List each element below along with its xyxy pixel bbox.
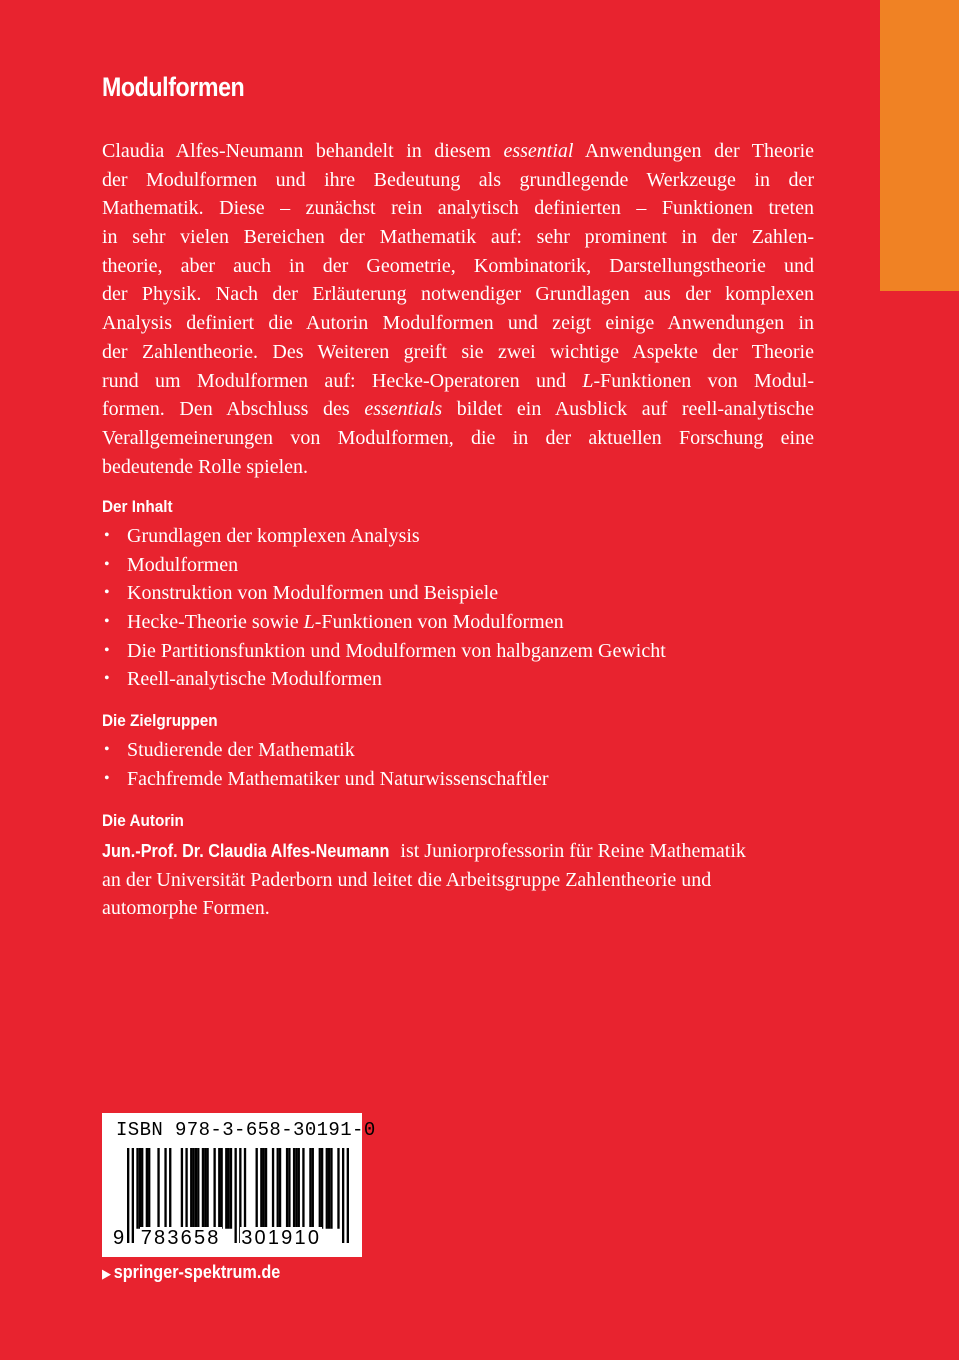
barcode-bar bbox=[337, 1148, 339, 1229]
description-line bbox=[102, 453, 814, 482]
barcode-bar bbox=[192, 1148, 194, 1229]
barcode-bar bbox=[157, 1148, 159, 1229]
barcode-bar bbox=[195, 1148, 197, 1229]
description-line bbox=[102, 194, 814, 223]
barcode-bar bbox=[190, 1148, 192, 1229]
barcode-bar bbox=[265, 1148, 267, 1229]
barcode-bar bbox=[286, 1148, 288, 1229]
bullet-icon: • bbox=[104, 641, 110, 659]
bullet-icon: • bbox=[104, 527, 110, 544]
list-item-text: Grundlagen der komplexen Analysis bbox=[127, 525, 420, 547]
barcode-bar bbox=[141, 1148, 143, 1229]
author-heading: Die Autorin bbox=[102, 811, 184, 830]
barcode-digits-right: 301910 bbox=[241, 1227, 322, 1249]
audience-list-item bbox=[102, 736, 549, 765]
isbn-text: ISBN 978-3-658-30191-0 bbox=[116, 1119, 376, 1141]
description-text: Analysis definiert die Autorin Modulformen und zeigt einige Anwendungen in bbox=[102, 312, 814, 335]
barcode-bar bbox=[220, 1148, 222, 1229]
barcode-bar bbox=[218, 1148, 220, 1229]
barcode-bar bbox=[309, 1148, 311, 1229]
description-text: Claudia Alfes-Neumann behandelt in diesem bbox=[102, 140, 504, 162]
barcode-bar bbox=[202, 1148, 204, 1229]
list-item-text: Konstruktion von Modulformen und Beispiele bbox=[127, 582, 499, 605]
list-item-text: Reell-analytische Modulformen bbox=[127, 668, 382, 691]
description-text: formen. Den Abschluss des bbox=[102, 398, 365, 421]
barcode-bar bbox=[164, 1148, 166, 1229]
barcode-bar bbox=[288, 1148, 290, 1229]
description-line bbox=[102, 223, 814, 252]
barcode-digits bbox=[112, 1227, 322, 1250]
barcode-bar bbox=[230, 1148, 232, 1229]
description-line bbox=[102, 166, 814, 195]
description-text: der Modulformen und ihre Bedeutung als grundlegende Werkzeuge in der bbox=[102, 168, 814, 191]
description-text: theorie, aber auch in der Geometrie, Kombinatorik, Darstellungstheorie und bbox=[102, 254, 814, 277]
book-title: Modulformen bbox=[102, 72, 245, 102]
barcode-bar bbox=[185, 1148, 187, 1229]
description-line bbox=[102, 395, 814, 424]
description-text: rund um Modulformen auf: Hecke-Operatoren und bbox=[102, 369, 583, 392]
author-bio-line-2: an der Universität Paderborn und leitet die Arbeitsgruppe Zahlentheorie und bbox=[102, 868, 712, 891]
description-line bbox=[102, 280, 814, 309]
barcode-bar bbox=[146, 1148, 148, 1229]
list-item-text: L bbox=[303, 611, 315, 634]
description-paragraph bbox=[102, 137, 814, 481]
barcode-bar bbox=[260, 1148, 262, 1229]
barcode-bar bbox=[319, 1148, 321, 1229]
bullet-icon: • bbox=[104, 555, 110, 573]
content-list-item bbox=[102, 522, 666, 551]
barcode-bar bbox=[263, 1148, 265, 1229]
audience-heading: Die Zielgruppen bbox=[102, 711, 218, 730]
barcode-bar bbox=[298, 1148, 300, 1229]
description-line bbox=[102, 424, 814, 453]
list-item-text: Die Partitionsfunktion und Modulformen von halbganzem Gewicht bbox=[127, 639, 666, 662]
content-list-item bbox=[102, 579, 666, 608]
description-text: in sehr vielen Bereichen der Mathematik auf: sehr prominent in der Zahlen- bbox=[102, 226, 814, 249]
description-line bbox=[102, 252, 814, 281]
description-text: bildet ein Ausblick auf reell-analytische bbox=[442, 398, 815, 421]
italic-term: essentials bbox=[364, 398, 443, 421]
barcode-bar bbox=[342, 1148, 344, 1243]
barcode-bar bbox=[227, 1148, 229, 1229]
description-text: Anwendungen der Theorie bbox=[573, 140, 814, 162]
barcode-bar bbox=[148, 1148, 150, 1229]
barcode-bar bbox=[277, 1148, 279, 1229]
content-list-item bbox=[102, 551, 666, 580]
bullet-icon: • bbox=[104, 584, 110, 602]
barcode-digits-left: 783658 bbox=[140, 1227, 221, 1249]
publisher-url[interactable] bbox=[102, 1262, 280, 1283]
description-text: Mathematik. Diese – zunächst rein analytisch definierten – Funktionen treten bbox=[102, 197, 814, 220]
italic-term: essential bbox=[503, 140, 574, 162]
barcode-bar bbox=[197, 1148, 199, 1229]
audience-list-item bbox=[102, 765, 549, 794]
barcode-bar bbox=[256, 1148, 258, 1229]
author-bio-line-1: ist Juniorprofessorin für Reine Mathematik bbox=[395, 840, 746, 862]
barcode-bar bbox=[136, 1148, 138, 1229]
barcode-bar bbox=[326, 1148, 328, 1229]
description-line bbox=[102, 137, 814, 166]
barcode-digit-first: 9 bbox=[113, 1227, 125, 1249]
barcode-bar bbox=[312, 1148, 314, 1229]
description-text: -Funktionen von Modul- bbox=[593, 369, 814, 392]
barcode-bar bbox=[225, 1148, 227, 1229]
barcode-bar bbox=[279, 1148, 281, 1229]
italic-term: L bbox=[582, 369, 594, 392]
bullet-icon: • bbox=[104, 670, 110, 688]
description-text: bedeutende Rolle spielen. bbox=[102, 455, 309, 478]
isbn-barcode bbox=[102, 1113, 376, 1257]
description-text: der Physik. Nach der Erläuterung notwendiger Grundlagen aus der komplexen bbox=[102, 283, 814, 306]
publisher-url-text[interactable]: springer-spektrum.de bbox=[113, 1262, 281, 1282]
author-name: Jun.-Prof. Dr. Claudia Alfes-Neumann bbox=[102, 841, 390, 861]
list-item-text: Studierende der Mathematik bbox=[127, 739, 355, 761]
barcode-bar bbox=[244, 1148, 246, 1229]
barcode-bar bbox=[328, 1148, 330, 1229]
barcode-bar bbox=[169, 1148, 171, 1229]
bullet-icon: • bbox=[104, 769, 110, 787]
barcode-bar bbox=[139, 1148, 141, 1229]
list-item-text: -Funktionen von Modulformen bbox=[314, 611, 564, 634]
bullet-icon: • bbox=[104, 613, 110, 631]
author-bio-line-3: automorphe Formen. bbox=[102, 897, 270, 920]
list-item-text: Fachfremde Mathematiker und Naturwissenschaftler bbox=[127, 767, 549, 790]
content-list bbox=[102, 522, 666, 694]
barcode-bar bbox=[293, 1148, 295, 1229]
orange-edge-tab bbox=[880, 0, 959, 291]
description-text: der Zahlentheorie. Des Weiteren greift sie zwei wichtige Aspekte der Theorie bbox=[102, 340, 814, 363]
content-list-item bbox=[102, 608, 666, 637]
audience-list bbox=[102, 736, 549, 793]
description-text: Verallgemeinerungen von Modulformen, die in der aktuellen Forschung eine bbox=[102, 426, 814, 449]
author-bio bbox=[102, 837, 814, 923]
barcode-bar bbox=[206, 1148, 208, 1229]
barcode-bar bbox=[321, 1148, 323, 1229]
barcode-bar bbox=[204, 1148, 206, 1229]
content-heading: Der Inhalt bbox=[102, 497, 173, 516]
barcode-bar bbox=[330, 1148, 332, 1229]
bullet-icon: • bbox=[104, 741, 110, 758]
barcode-bar bbox=[181, 1148, 183, 1229]
barcode-bar bbox=[347, 1148, 349, 1243]
list-item-text: Hecke-Theorie sowie bbox=[127, 611, 304, 634]
content-list-item bbox=[102, 665, 666, 694]
description-line bbox=[102, 367, 814, 396]
barcode-bar bbox=[295, 1148, 297, 1229]
content-list-item bbox=[102, 637, 666, 666]
description-line bbox=[102, 309, 814, 338]
description-line bbox=[102, 338, 814, 367]
list-item-text: Modulformen bbox=[127, 553, 239, 576]
barcode-bar bbox=[272, 1148, 274, 1229]
arrow-right-icon: ▶ bbox=[102, 1266, 111, 1281]
barcode-bar bbox=[302, 1148, 304, 1229]
barcode-bar bbox=[213, 1148, 215, 1229]
